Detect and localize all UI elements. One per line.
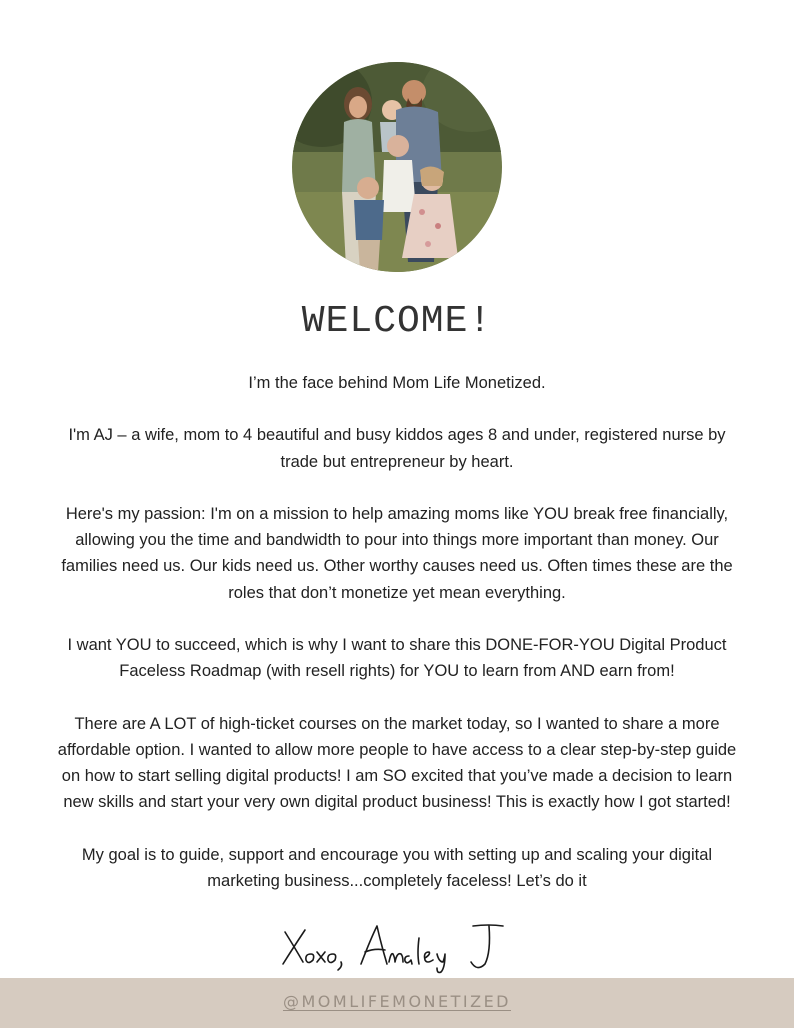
welcome-letter xyxy=(50,370,744,894)
paragraph-intro: I’m the face behind Mom Life Monetized. xyxy=(248,374,546,392)
paragraph-goal: My goal is to guide, support and encourage you with setting up and scaling your digital marketing business...completely faceless! Let’s do it xyxy=(81,845,713,890)
paragraph-about: I'm AJ – a wife, mom to 4 beautiful and busy kiddos ages 8 and under, registered nurse by trade but entrepreneur by heart. xyxy=(68,426,726,471)
paragraph-passion: Here's my passion: I'm on a mission to help amazing moms like YOU break free financially, allowing you the time and bandwidth to pour into things more important than money. Our families need us. Our kids need us. Other worthy causes need us. Often times these are the roles that don’t monetize yet mean everything. xyxy=(61,504,733,602)
paragraph-courses: There are A LOT of high-ticket courses on the market today, so I wanted to share a more affordable option. I wanted to allow more people to have access to a clear step-by-step guide on how to start selling digital products! I am SO excited that you’ve made a decision to learn new skills and start your very own digital product business! This is exactly how I got started! xyxy=(57,714,737,812)
signature-image xyxy=(277,918,517,976)
family-photo xyxy=(292,62,502,272)
footer-bar xyxy=(0,978,794,1028)
social-handle-link[interactable]: @MOMLIFEMONETIZED xyxy=(282,992,511,1011)
paragraph-roadmap: I want YOU to succeed, which is why I want to share this DONE-FOR-YOU Digital Product Faceless Roadmap (with resell rights) for YOU to learn from AND earn from! xyxy=(67,635,727,681)
signature xyxy=(0,918,794,976)
page-title: WELCOME! xyxy=(301,300,493,343)
